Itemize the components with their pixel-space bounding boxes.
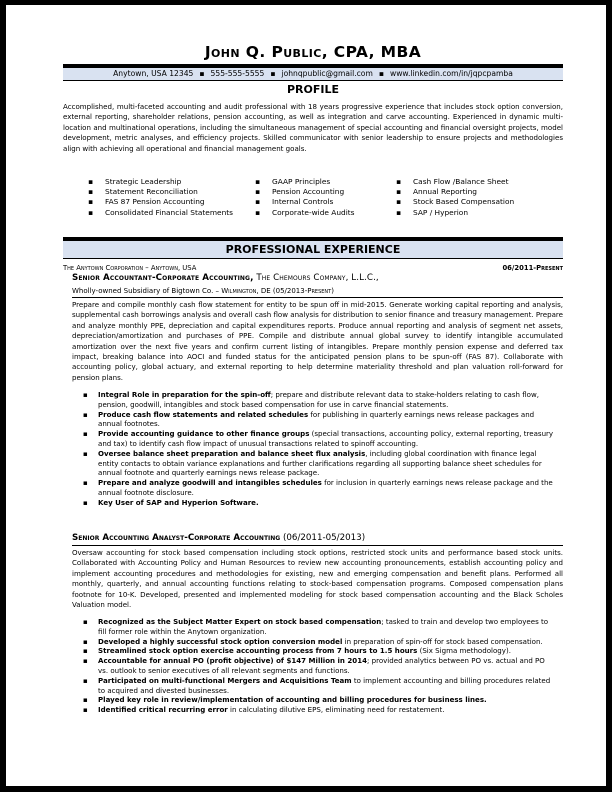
bullet-icon: ▪ <box>88 197 94 207</box>
bullet-icon: ▪ <box>255 177 261 186</box>
skill-item: ▪ Internal Controls <box>255 197 334 207</box>
job2-achievements <box>63 617 563 715</box>
skill-item: ▪ Cash Flow /Balance Sheet <box>396 177 509 186</box>
bullet-icon: ▪ <box>83 705 88 715</box>
company-line <box>63 263 563 273</box>
profile-heading: PROFILE <box>286 83 339 96</box>
job2-title: Senior Accounting Analyst-Corporate Accounting <box>72 533 281 543</box>
bullet-icon: ▪ <box>396 207 402 217</box>
skill-item: ▪ Pension Accounting <box>255 187 345 197</box>
job1-sub-location: Wilmington, DE (05/2013-Present) <box>221 287 334 295</box>
achievement-item: ▪ Participated on multi-functional Mergers and Acquisitions Team to implement accounting and billing procedures related to acquired and divested businesses. <box>83 675 551 695</box>
achievement-item: ▪ Key User of SAP and Hyperion Software. <box>83 497 259 507</box>
bullet-icon: ▪ <box>83 646 88 656</box>
bullet-icon: ▪ <box>83 429 88 439</box>
bullet-icon: ▪ <box>396 197 402 207</box>
skill-item: ▪ Statement Reconciliation <box>88 187 198 197</box>
bullet-icon: ▪ <box>88 177 94 186</box>
skills-column-2 <box>255 177 355 218</box>
job2-description: Oversaw accounting for stock based compensation including stock options, restricted stock units and performance based stock units. Collaborated with Accounting Policy and Human Resources to review new accounting pronouncements, establish accounting policy and implement accounting procedures and methodologies for existing, new and emerging compensation and benefit plans. Performed all monthly, quarterly, and annual accounting functions relating to stock-based compensation programs. Composed compensation plans footnote for 10-K. Developed, presented and implemented modeling for stock based compensation accounting and the Black Scholes Valuation model. <box>72 548 563 610</box>
bullet-icon: ▪ <box>83 478 88 488</box>
skill-item: ▪ FAS 87 Pension Accounting <box>88 197 205 207</box>
company-name: The Anytown Corporation – Anytown, USA <box>63 264 197 272</box>
contact-linkedin[interactable]: www.linkedin.com/in/jqpcpamba <box>390 69 513 78</box>
skills-column-1 <box>88 177 233 218</box>
job1-achievements <box>63 390 563 508</box>
achievement-item: ▪ Streamlined stock option exercise accounting process from 7 hours to 1.5 hours (Six Sigma methodology). <box>83 646 511 656</box>
achievement-item: ▪ Identified critical recurring error in calculating dilutive EPS, eliminating need for restatement. <box>83 705 445 715</box>
skill-item: ▪ Stock Based Compensation <box>396 197 515 207</box>
skill-item: ▪ GAAP Principles <box>255 177 331 186</box>
skills-column-3 <box>396 177 514 218</box>
bullet-icon: ▪ <box>255 187 261 197</box>
skill-item: ▪ Annual Reporting <box>396 187 477 197</box>
company-dates: 06/2011-Present <box>502 264 563 272</box>
bullet-icon: ▪ <box>255 207 261 217</box>
bullet-icon: ▪ <box>396 177 402 186</box>
skill-item: ▪ Consolidated Financial Statements <box>88 207 234 217</box>
bullet-icon: ▪ <box>83 656 88 666</box>
achievement-item: ▪ Developed a highly successful stock option conversion model in preparation of spin-off for stock based compensation. <box>83 636 543 646</box>
job1-title: Senior Accountant-Corporate Accounting, <box>72 273 254 283</box>
bullet-icon: ▪ <box>83 695 88 705</box>
bullet-icon: ▪ <box>83 617 88 626</box>
skill-item: ▪ Corporate-wide Audits <box>255 207 355 217</box>
job1-employer: The Chemours Company, L.L.C., <box>253 273 379 283</box>
contact-bar <box>63 64 563 81</box>
bullet-icon: ▪ <box>83 409 88 419</box>
separator-icon: ▪ <box>378 69 385 78</box>
achievement-item: ▪ Recognized as the Subject Matter Expert on stock based compensation; tasked to train and develop two employees to fill former role within the Anytown organization. <box>83 617 549 636</box>
experience-heading: PROFESSIONAL EXPERIENCE <box>63 237 563 259</box>
skill-item: ▪ Strategic Leadership <box>88 177 182 186</box>
achievement-item: ▪ Produce cash flow statements and related schedules for publishing in quarterly earnings news release packages and annual footnotes. <box>83 409 535 429</box>
bullet-icon: ▪ <box>396 187 402 197</box>
job1-description: Prepare and compile monthly cash flow statement for entity to be spun off in mid-2015. Generate working capital reporting and analysis, supplemental cash borrowings analysis and overall cash flow analysis for distribution to senior finance and treasury management. Prepare and analyze monthly PPE, depreciation and capital expenditures reports. Produce annual reporting and analysis of segment net assets, depreciation/amortization and purchases of PPE. Compile and distribute annual global survey to identify intangible accumulated amortization over the next five years and confirm current listing of intangibles. Prepare monthly pension expense and deferred tax impact, breaking balance into AOCI and funded status for the anticipated pension plans to be spun-off (FAS 87). Collaborate with accounting policy, global actuary, and external reporting to help determine materiality threshold and plan valuation roll-forward for pension plans. <box>72 300 563 382</box>
achievement-item: ▪ Accountable for annual PO (profit objective) of $147 Million in 2014; provided analytics between PO vs. actual and PO vs. outlook to senior executives of all relevant segments and functions. <box>83 656 545 675</box>
job1-title-line <box>72 273 379 283</box>
job1-sub-prefix: Wholly-owned Subsidiary of Bigtown Co. – <box>72 287 222 295</box>
separator-icon: ▪ <box>199 69 205 78</box>
bullet-icon: ▪ <box>83 675 88 685</box>
contact-address: Anytown, USA 12345 <box>113 69 194 78</box>
contact-email[interactable]: johnqpublic@gmail.com <box>281 69 373 78</box>
job1-subtitle <box>72 286 563 298</box>
bullet-icon: ▪ <box>88 187 94 197</box>
bullet-icon: ▪ <box>83 390 88 399</box>
bullet-icon: ▪ <box>83 448 88 458</box>
bullet-icon: ▪ <box>255 197 261 207</box>
separator-icon: ▪ <box>270 69 276 78</box>
job2-title-line <box>72 532 563 546</box>
candidate-name: John Q. Public, CPA, MBA <box>204 43 422 61</box>
skill-item: ▪ SAP / Hyperion <box>396 207 468 217</box>
achievement-item: ▪ Integral Role in preparation for the spin-off; prepare and distribute relevant data to stake-holders relating to cash flow, pension, goodwill, intangibles and stock based compensation for use in carve financial statements. <box>83 390 539 409</box>
profile-summary: Accomplished, multi-faceted accounting and audit professional with 18 years progressive experience that includes stock option conversion, external reporting, shareholder relations, pension accounting, as well as integration and carve accounting. Experienced in dynamic multi-location and multinational operations, including the simultaneous management of special accounting and financial oversight projects, model development, metric analyses, and efficiency projects. Skilled communicator with senior leadership to ensure projects and methodologies align with achieving all operational and financial management goals. <box>63 102 563 153</box>
bullet-icon: ▪ <box>83 497 88 507</box>
bullet-icon: ▪ <box>88 207 94 217</box>
achievement-item: ▪ Oversee balance sheet preparation and balance sheet flux analysis, including global coordination with finance legal entity contacts to obtain variance explanations and further clarifications regarding all supporting balance sheet schedules for annual footnote and quarterly earnings news release package. <box>83 448 542 478</box>
bullet-icon: ▪ <box>83 636 88 646</box>
job2-dates: (06/2011-05/2013) <box>280 533 366 543</box>
achievement-item: ▪ Played key role in review/implementation of accounting and billing procedures for business lines. <box>83 695 487 705</box>
achievement-item: ▪ Prepare and analyze goodwill and intangibles schedules for inclusion in quarterly earnings news release package and the annual footnote disclosure. <box>83 478 553 497</box>
contact-phone: 555-555-5555 <box>210 69 265 78</box>
achievement-item: ▪ Provide accounting guidance to other finance groups (special transactions, accounting policy, external reporting, treasury and tax) to identify cash flow impact of unusual transactions related to spinoff accounting. <box>83 429 554 448</box>
